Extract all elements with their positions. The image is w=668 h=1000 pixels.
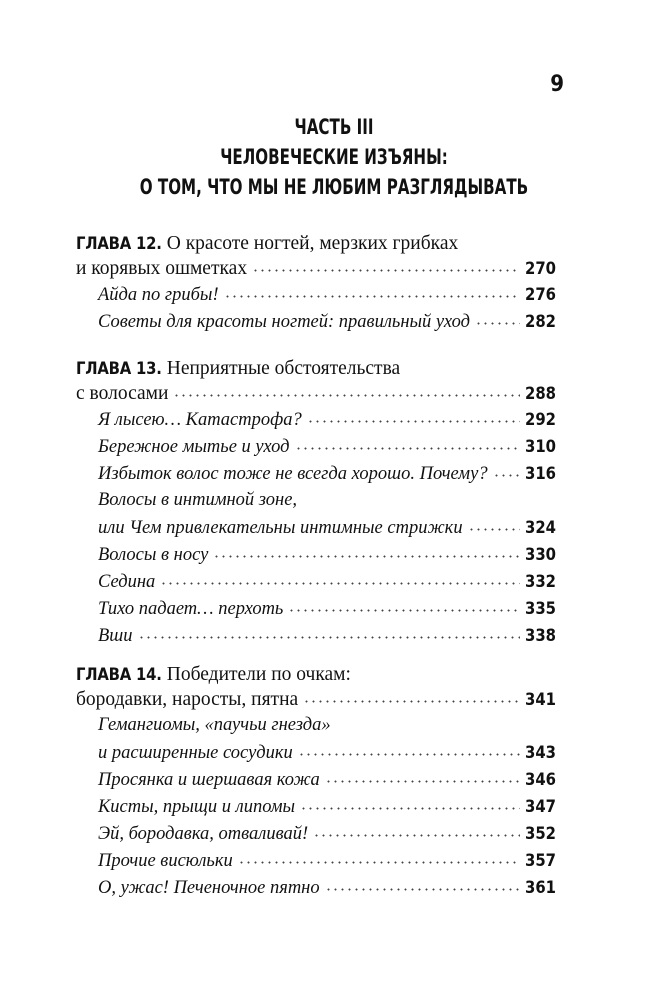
toc-entry[interactable]	[76, 793, 556, 820]
leader-dots	[213, 555, 520, 558]
leader-dots	[303, 700, 520, 703]
entry-page: 335	[525, 599, 556, 618]
chapter-heading-line2[interactable]	[76, 256, 556, 281]
leader-dots	[298, 753, 520, 756]
chapter-page: 288	[525, 384, 556, 403]
entry-title: Я лысею… Катастрофа?	[98, 410, 302, 430]
toc-entry[interactable]	[76, 847, 556, 874]
part-header	[67, 112, 601, 202]
leader-dots	[313, 834, 520, 837]
chapter-heading-line2[interactable]	[76, 687, 556, 712]
toc-entry[interactable]	[76, 406, 556, 433]
leader-dots	[252, 269, 520, 272]
chapter-title-line2: и корявых ошметках	[76, 258, 248, 279]
entry-page: 292	[525, 410, 556, 429]
entry-title: Волосы в носу	[98, 545, 209, 565]
entry-title: О, ужас! Печеночное пятно	[98, 878, 320, 898]
toc-entry[interactable]	[76, 820, 556, 847]
leader-dots	[138, 636, 520, 639]
leader-dots	[288, 609, 520, 612]
toc-entry[interactable]	[76, 433, 556, 460]
entry-page: 316	[525, 464, 556, 483]
entry-page: 310	[525, 437, 556, 456]
entry-title: Просянка и шершавая кожа	[98, 770, 320, 790]
chapter-heading[interactable]	[76, 662, 556, 687]
chapter-label: ГЛАВА 13.	[76, 359, 162, 378]
leader-dots	[160, 582, 520, 585]
leader-dots	[173, 394, 520, 397]
entry-page: 338	[525, 626, 556, 645]
entry-title: и расширенные сосудики	[98, 743, 293, 763]
chapter-title: О красоте ногтей, мерзких грибках	[166, 233, 459, 254]
leader-dots	[238, 861, 520, 864]
leader-dots	[475, 322, 520, 325]
page-number: 9	[550, 72, 564, 97]
entry-page: 282	[525, 312, 556, 331]
leader-dots	[468, 528, 520, 531]
entry-page: 346	[525, 770, 556, 789]
chapter-title: Победители по очкам:	[166, 664, 351, 685]
entry-page: 276	[525, 285, 556, 304]
leader-dots	[325, 888, 520, 891]
entry-page: 357	[525, 851, 556, 870]
chapter-page: 341	[525, 690, 556, 709]
leader-dots	[307, 420, 520, 423]
entry-title: Кисты, прыщи и липомы	[98, 797, 296, 817]
entry-title-line1: Гемангиомы, «паучьи гнезда»	[98, 715, 331, 735]
toc-chapter-12	[76, 231, 556, 335]
leader-dots	[300, 807, 520, 810]
toc-chapter-14	[76, 662, 556, 901]
toc-entry[interactable]	[76, 766, 556, 793]
entry-page: 330	[525, 545, 556, 564]
entry-page: 352	[525, 824, 556, 843]
entry-title: Эй, бородавка, отваливай!	[98, 824, 309, 844]
part-subtitle: О ТОМ, ЧТО МЫ НЕ ЛЮБИМ РАЗГЛЯДЫВАТЬ	[139, 175, 529, 199]
toc-entry[interactable]	[76, 739, 556, 766]
entry-title: Айда по грибы!	[98, 285, 219, 305]
entry-title: Прочие висюльки	[98, 851, 233, 871]
leader-dots	[295, 447, 520, 450]
entry-title: или Чем привлекательны интимные стрижки	[98, 518, 463, 538]
entry-page: 343	[525, 743, 556, 762]
leader-dots	[493, 474, 520, 477]
chapter-heading-line2[interactable]	[76, 381, 556, 406]
chapter-title-line2: бородавки, наросты, пятна	[76, 689, 299, 710]
entry-title: Тихо падает… перхоть	[98, 599, 284, 619]
entry-page: 347	[525, 797, 556, 816]
part-title: ЧЕЛОВЕЧЕСКИЕ ИЗЪЯНЫ:	[220, 145, 448, 169]
toc-entry[interactable]	[76, 460, 556, 487]
entry-title-line1: Волосы в интимной зоне,	[98, 490, 298, 510]
toc-entry[interactable]	[76, 874, 556, 901]
toc-entry[interactable]	[76, 568, 556, 595]
toc-entry[interactable]	[76, 281, 556, 308]
toc-chapter-13	[76, 356, 556, 649]
entry-title: Седина	[98, 572, 156, 592]
entry-page: 361	[525, 878, 556, 897]
toc-entry[interactable]	[76, 622, 556, 649]
toc-entry[interactable]	[76, 541, 556, 568]
chapter-title: Неприятные обстоятельства	[166, 358, 401, 379]
chapter-label: ГЛАВА 12.	[76, 234, 162, 253]
chapter-page: 270	[525, 259, 556, 278]
leader-dots	[224, 295, 520, 298]
toc-entry-line1[interactable]	[76, 712, 556, 739]
toc-entry-line1[interactable]	[76, 487, 556, 514]
toc-entry[interactable]	[76, 308, 556, 335]
entry-title: Избыток волос тоже не всегда хорошо. Почему?	[98, 464, 488, 484]
entry-title: Вши	[98, 626, 133, 646]
chapter-title-line2: с волосами	[76, 383, 169, 404]
chapter-heading[interactable]	[76, 231, 556, 256]
toc-entry[interactable]	[76, 595, 556, 622]
entry-title: Бережное мытье и уход	[98, 437, 290, 457]
chapter-heading[interactable]	[76, 356, 556, 381]
entry-page: 324	[525, 518, 556, 537]
entry-title: Советы для красоты ногтей: правильный уход	[98, 312, 470, 332]
part-number: ЧАСТЬ III	[294, 115, 374, 139]
leader-dots	[325, 780, 520, 783]
toc-entry[interactable]	[76, 514, 556, 541]
chapter-label: ГЛАВА 14.	[76, 665, 162, 684]
entry-page: 332	[525, 572, 556, 591]
